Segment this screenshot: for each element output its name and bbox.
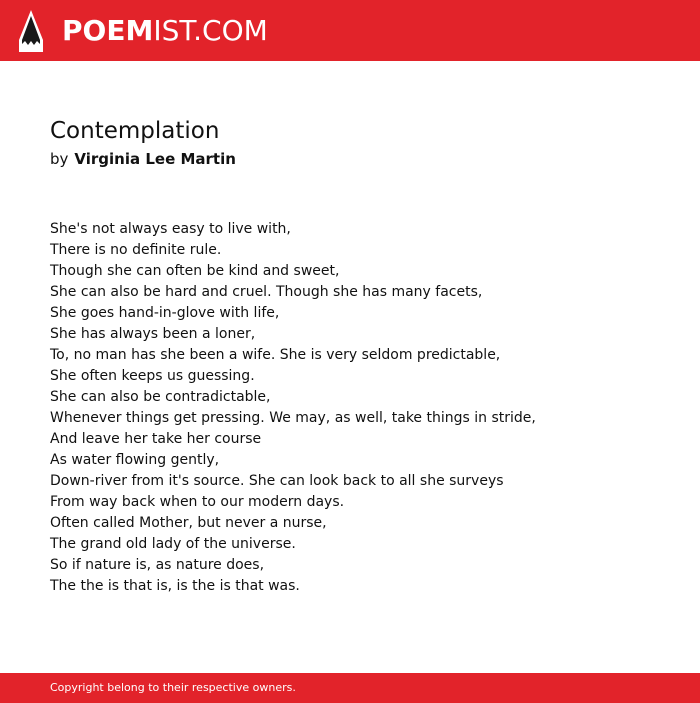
- poem-line: Down-river from it's source. She can look back to all she surveys: [50, 473, 504, 489]
- byline: [50, 149, 236, 169]
- poem-line: She can also be hard and cruel. Though she has many facets,: [50, 284, 483, 300]
- byline-prefix: by: [50, 150, 69, 168]
- poem-title: Contemplation: [50, 118, 220, 144]
- poem-line: Often called Mother, but never a nurse,: [50, 515, 327, 531]
- logo-light-part: IST.COM: [153, 14, 268, 47]
- poem-line: She goes hand-in-glove with life,: [50, 305, 280, 321]
- poem-line: From way back when to our modern days.: [50, 494, 345, 510]
- poem-line: There is no definite rule.: [50, 242, 222, 258]
- author-link[interactable]: Virginia Lee Martin: [74, 150, 236, 168]
- poem-line: Though she can often be kind and sweet,: [50, 263, 340, 279]
- site-footer: [0, 673, 700, 703]
- logo-bold-part: POEM: [62, 14, 154, 47]
- poem-line: She can also be contradictable,: [50, 389, 271, 405]
- poem-body: [50, 219, 670, 597]
- site-header: [0, 0, 700, 61]
- poem-line: Whenever things get pressing. We may, as well, take things in stride,: [50, 410, 536, 426]
- poem-line: The grand old lady of the universe.: [50, 536, 296, 552]
- poem-line: She has always been a loner,: [50, 326, 256, 342]
- poem-line: So if nature is, as nature does,: [50, 557, 265, 573]
- poem-line: She's not always easy to live with,: [50, 221, 291, 237]
- poem-line: She often keeps us guessing.: [50, 368, 255, 384]
- poem-line: To, no man has she been a wife. She is very seldom predictable,: [50, 347, 501, 363]
- poem-line: As water flowing gently,: [50, 452, 220, 468]
- site-logo-link[interactable]: [18, 10, 268, 52]
- copyright-notice: Copyright belong to their respective owners.: [50, 681, 296, 694]
- poem-line: The the is that is, is the is that was.: [50, 578, 300, 594]
- site-logo-text: [62, 10, 268, 52]
- poem-line: And leave her take her course: [50, 431, 262, 447]
- pen-nib-icon: [18, 10, 44, 52]
